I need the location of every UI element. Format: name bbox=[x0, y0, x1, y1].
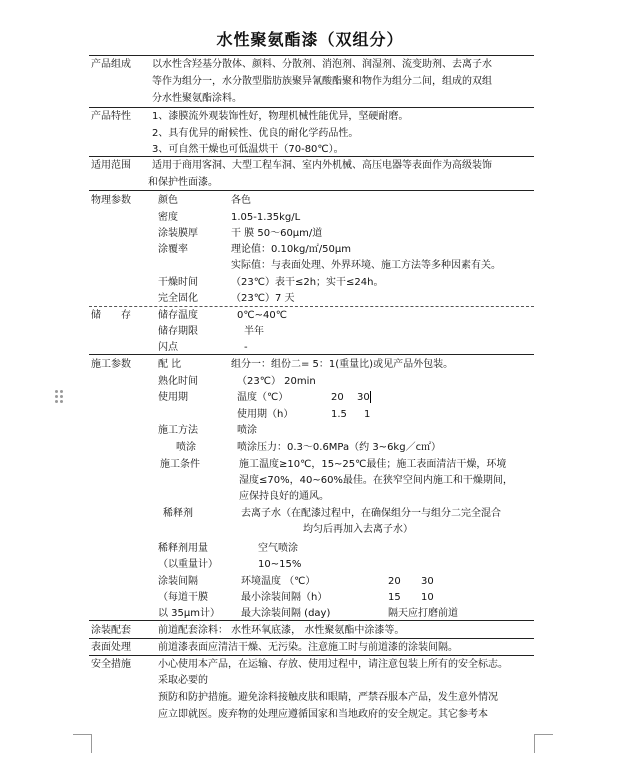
section-label-features: 产品特性 bbox=[91, 111, 131, 122]
pot-life-hours-b: 1 bbox=[364, 409, 371, 420]
interval-row-label: 最小涂装间隔（h） bbox=[241, 592, 328, 603]
storage-value: - bbox=[244, 342, 248, 353]
dosage-head: 空气喷涂 bbox=[258, 543, 298, 554]
condition-key: 施工条件 bbox=[160, 459, 200, 470]
method-value: 喷涂 bbox=[237, 425, 257, 436]
interval-row-label: 最大涂装间隔 (day) bbox=[241, 608, 331, 619]
dosage-key: 稀释剂用量 bbox=[158, 543, 208, 554]
safety-line: 采取必要的 bbox=[158, 675, 208, 686]
physical-value: 干 膜 50～60μm/道 bbox=[231, 228, 323, 239]
pot-life-temp-label: 温度（℃） bbox=[237, 392, 289, 403]
storage-value: 半年 bbox=[244, 326, 264, 337]
interval-row-b: 30 bbox=[421, 576, 434, 587]
section-divider bbox=[89, 620, 534, 621]
condition-line: 湿度≤70%，40~60%最佳。在狭窄空间内施工和干燥期间， bbox=[239, 475, 513, 486]
physical-key: 涂装膜厚 bbox=[158, 228, 198, 239]
physical-value: 各色 bbox=[231, 195, 251, 206]
matching-text: 前道配套涂料： 水性环氧底漆， 水性聚氨酯中涂漆等。 bbox=[158, 625, 405, 636]
physical-value: 理论值：0.10kg/㎡/50μm bbox=[231, 244, 351, 255]
interval-row-label: 环境温度 （℃） bbox=[241, 576, 316, 587]
physical-value: （23℃）7 天 bbox=[231, 293, 295, 304]
section-label-surface: 表面处理 bbox=[91, 642, 131, 653]
section-divider bbox=[89, 190, 534, 191]
section-label-storage: 储 存 bbox=[91, 310, 131, 321]
section-divider bbox=[89, 107, 534, 108]
section-label-composition: 产品组成 bbox=[91, 59, 131, 70]
section-divider bbox=[89, 156, 534, 157]
section-label-construction: 施工参数 bbox=[91, 359, 131, 370]
section-divider bbox=[89, 354, 534, 355]
section-label-matching: 涂装配套 bbox=[91, 625, 131, 636]
physical-key: 干燥时间 bbox=[158, 277, 198, 288]
condition-line: 施工温度≥10℃，15~25℃最佳；施工表面清洁干燥，环境 bbox=[239, 459, 507, 470]
features-line: 1、漆膜流外观装饰性好，物理机械性能优异，坚硬耐磨。 bbox=[152, 111, 409, 122]
storage-key: 闪点 bbox=[158, 342, 178, 353]
features-line: 3、可自然干燥也可低温烘干（70-80℃）。 bbox=[152, 144, 344, 155]
surface-text: 前道漆表面应清洁干燥、无污染。注意施工时与前道漆的涂装间隔。 bbox=[158, 642, 458, 653]
section-label-physical: 物理参数 bbox=[91, 195, 131, 206]
condition-line: 应保持良好的通风。 bbox=[239, 491, 329, 502]
page-title: 水性聚氨酯漆（双组分） bbox=[216, 30, 404, 49]
interval-row-a: 20 bbox=[388, 576, 401, 587]
composition-line: 以水性含羟基分散体、颜料、分散剂、消泡剂、润湿剂、流变助剂、去离子水 bbox=[152, 59, 492, 70]
dosage-value: 10~15% bbox=[258, 559, 302, 570]
physical-value: （23℃）表干≤2h；实干≤24h。 bbox=[231, 277, 384, 288]
physical-key: 密度 bbox=[158, 212, 178, 223]
storage-key: 储存温度 bbox=[158, 310, 198, 321]
section-divider bbox=[89, 638, 534, 639]
physical-value: 1.05-1.35kg/L bbox=[231, 212, 301, 223]
section-divider bbox=[89, 655, 534, 656]
interval-row-a: 15 bbox=[388, 592, 401, 603]
ripening-value: （23℃） 20min bbox=[237, 376, 316, 387]
thinner-line: 去离子水（在配漆过程中，在确保组分一与组分二完全混合 bbox=[241, 508, 501, 519]
pot-life-hours-label: 使用期（h） bbox=[237, 409, 294, 420]
physical-value: 实际值：与表面处理、外界环境、施工方法等多种因素有关。 bbox=[231, 260, 501, 271]
pot-life-key: 使用期 bbox=[158, 392, 188, 403]
thinner-line: 均匀后再加入去离子水） bbox=[303, 524, 413, 535]
spray-key: 喷涂 bbox=[176, 442, 196, 453]
safety-line: 应立即就医。废弃物的处理应遵循国家和当地政府的安全规定。其它参考本 bbox=[158, 709, 488, 720]
section-label-safety: 安全措施 bbox=[91, 659, 131, 670]
interval-row-b: 10 bbox=[421, 592, 434, 603]
composition-line: 等作为组分一，水分散型脂肪族聚异氰酸酯聚和物作为组分二间，组成的双组 bbox=[152, 76, 492, 87]
physical-key: 完全固化 bbox=[158, 293, 198, 304]
thinner-key: 稀释剂 bbox=[163, 508, 193, 519]
safety-line: 预防和防护措施。避免涂料接触皮肤和眼睛，严禁吞服本产品，发生意外情况 bbox=[158, 692, 498, 703]
interval-key: 涂装间隔 bbox=[158, 576, 198, 587]
storage-key: 储存期限 bbox=[158, 326, 198, 337]
scope-line: 适用于商用客洞、大型工程车洞、室内外机械、高压电器等表面作为高级装饰 bbox=[152, 160, 492, 171]
mix-ratio-key: 配 比 bbox=[158, 359, 182, 370]
pot-life-temp-b: 30 bbox=[357, 392, 370, 403]
pot-life-hours-a: 1.5 bbox=[331, 409, 347, 420]
interval-row-a: 隔天应打磨前道 bbox=[388, 608, 458, 619]
page-corner-mark-left bbox=[73, 734, 92, 753]
pot-life-temp-a: 20 bbox=[331, 392, 344, 403]
table-top-rule bbox=[89, 55, 534, 56]
features-line: 2、具有优异的耐候性、优良的耐化学药品性。 bbox=[152, 128, 359, 139]
storage-value: 0℃~40℃ bbox=[237, 310, 287, 321]
interval-key-sub: （每道干膜 bbox=[158, 592, 208, 603]
dosage-key-sub: （以重量计） bbox=[158, 559, 218, 570]
mix-ratio-value: 组分一：组份二= 5：1(重量比)或见产品外包装。 bbox=[231, 359, 454, 370]
physical-key: 涂覆率 bbox=[158, 244, 188, 255]
ripening-key: 熟化时间 bbox=[158, 376, 198, 387]
scope-line: 和保护性面漆。 bbox=[148, 177, 218, 188]
composition-line: 分水性聚氨酯涂料。 bbox=[152, 93, 242, 104]
section-divider bbox=[89, 306, 534, 307]
page-corner-mark-right bbox=[534, 734, 553, 753]
spray-value: 喷涂压力：0.3～0.6MPa（约 3~6kg／c㎡） bbox=[237, 442, 442, 453]
drag-handle-icon[interactable] bbox=[55, 390, 64, 404]
interval-key-sub: 以 35μm计） bbox=[158, 608, 221, 619]
physical-key: 颜色 bbox=[158, 195, 178, 206]
method-key: 施工方法 bbox=[158, 425, 198, 436]
section-label-scope: 适用范围 bbox=[91, 160, 131, 171]
safety-line: 小心使用本产品，在运输、存放、使用过程中，请注意包装上所有的安全标志。 bbox=[158, 659, 508, 670]
text-cursor bbox=[370, 391, 371, 403]
